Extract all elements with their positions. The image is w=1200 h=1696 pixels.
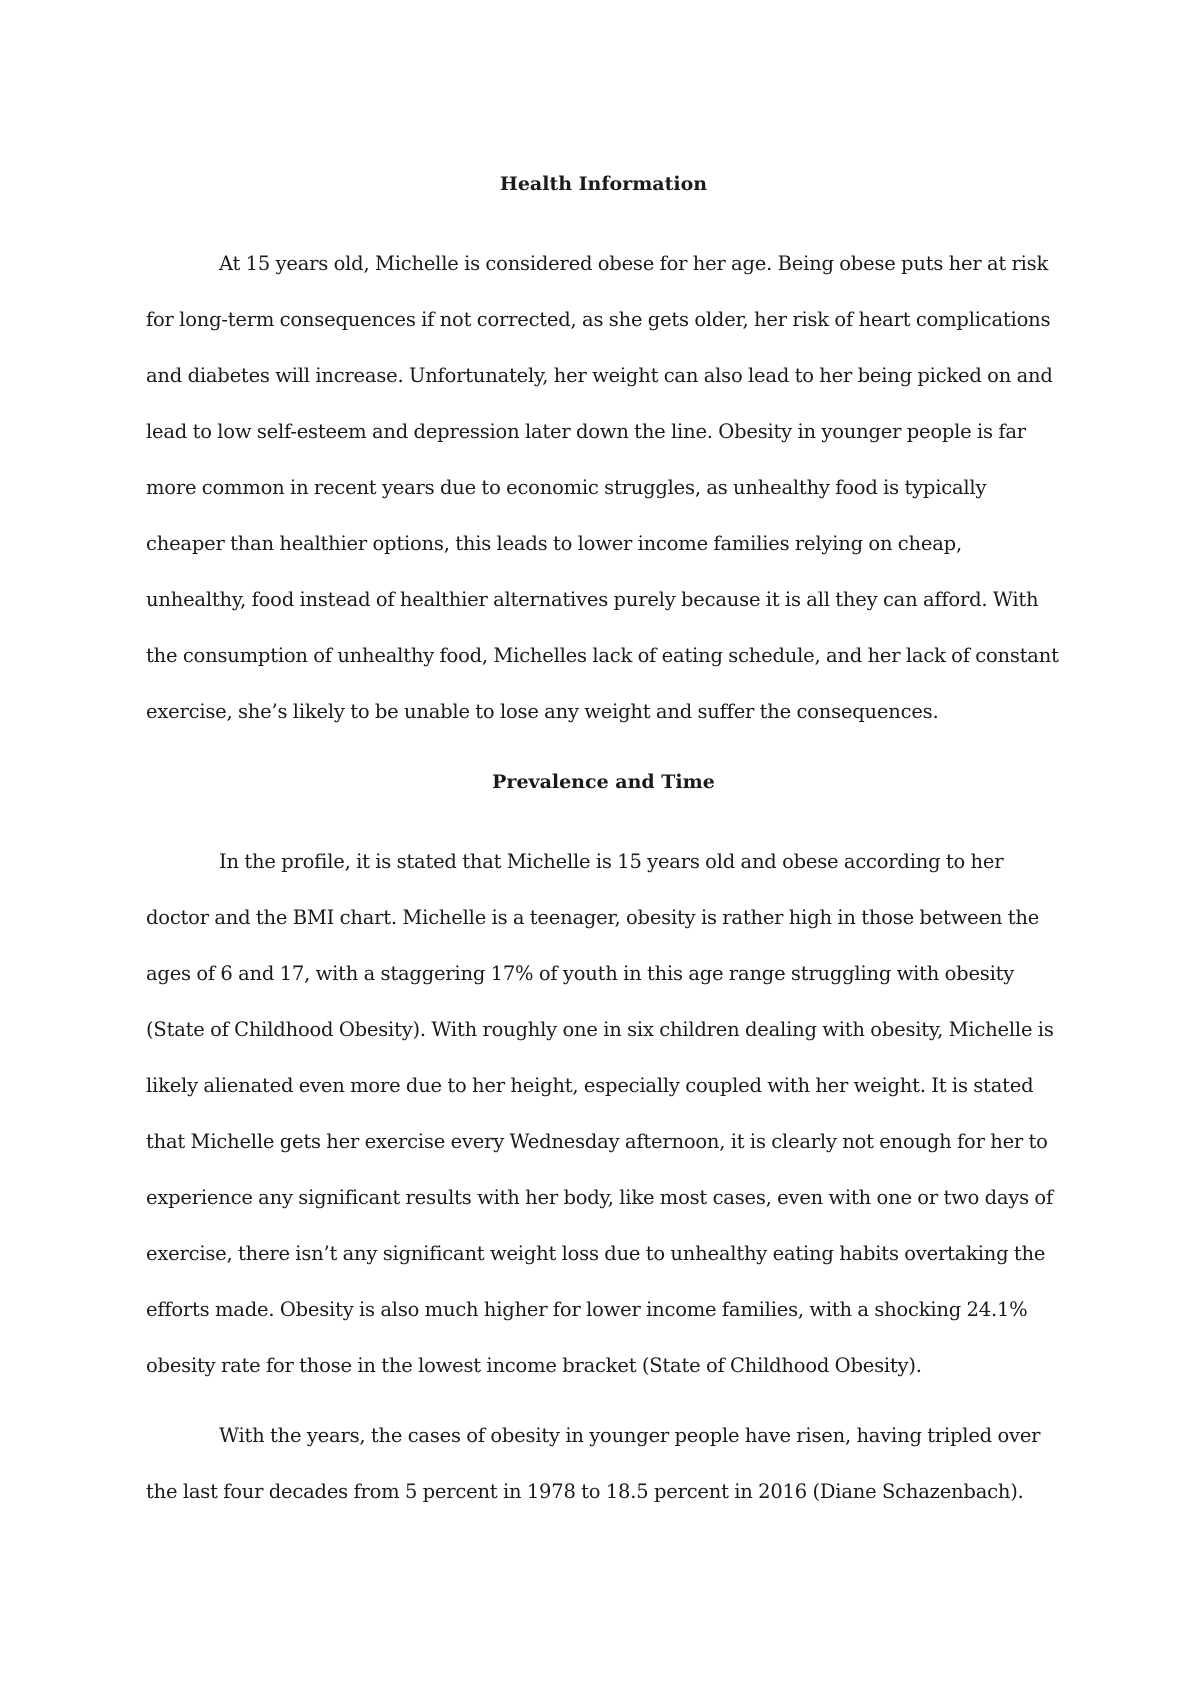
section-heading-health-information: Health Information (499, 173, 708, 195)
paragraph-prevalence-2: With the years, the cases of obesity in younger people have risen, having tripled over the last four decades from 5 percent in 1978 to 18.5 percent in 2016 (Diane Schazenbach). (146, 1424, 1041, 1503)
document-body (146, 162, 1061, 1520)
spacer (146, 804, 1061, 834)
paragraph-health-information: At 15 years old, Michelle is considered obese for her age. Being obese puts her at risk for long-term consequences if not corrected, as she gets older, her risk of heart complications and diabetes will increase. Unfortunately, her weight can also lead to her being picked on and lead to low self-esteem and depression later down the line. Obesity in younger people is far more common in recent years due to economic struggles, as unhealthy food is typically cheaper than healthier options, this leads to lower income families relying on cheap, unhealthy, food instead of healthier alternatives purely because it is all they can afford. With the consumption of unhealthy food, Michelles lack of eating schedule, and her lack of constant exercise, she’s likely to be unable to lose any weight and suffer the consequences. (146, 252, 1059, 723)
section-heading-prevalence-and-time: Prevalence and Time (492, 771, 715, 793)
spacer (146, 1394, 1061, 1408)
paragraph-prevalence-1: In the profile, it is stated that Michelle is 15 years old and obese according to her doctor and the BMI chart. Michelle is a teenager, obesity is rather high in those between the ages of 6 and 17, with a staggering 17% of youth in this age range struggling with obesity (State of Childhood Obesity). With roughly one in six children dealing with obesity, Michelle is likely alienated even more due to her height, especially coupled with her weight. It is stated that Michelle gets her exercise every Wednesday afternoon, it is clearly not enough for her to experience any significant results with her body, like most cases, even with one or two days of exercise, there isn’t any significant weight loss due to unhealthy eating habits overtaking the efforts made. Obesity is also much higher for lower income families, with a shocking 24.1% obesity rate for those in the lowest income bracket (State of Childhood Obesity). (146, 850, 1054, 1377)
spacer (146, 740, 1061, 760)
spacer (146, 206, 1061, 236)
